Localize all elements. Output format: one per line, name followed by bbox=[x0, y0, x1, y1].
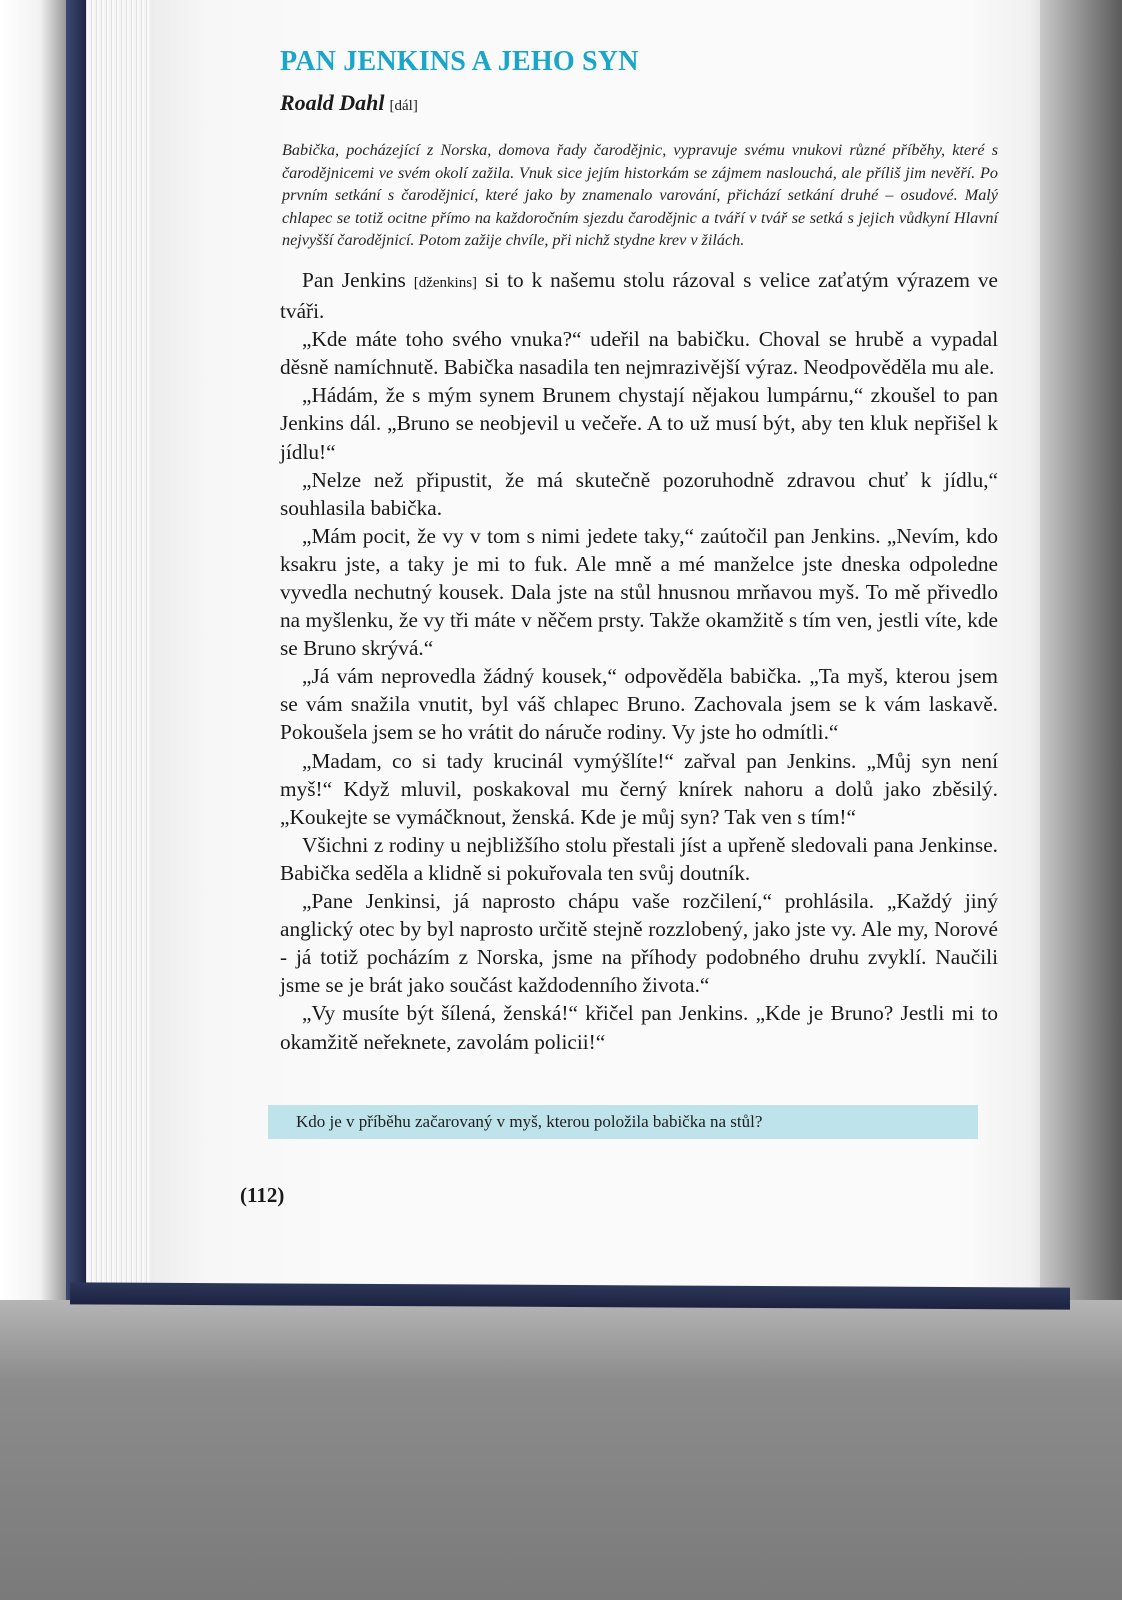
story-paragraph: Všichni z rodiny u nejbližšího stolu přestali jíst a upřeně sledovali pana Jenkinse. Babička seděla a klidně si pokuřovala ten svůj doutník. bbox=[280, 832, 998, 885]
story-paragraph: „Pane Jenkinsi, já naprosto chápu vaše rozčilení,“ prohlásila. „Každý jiný anglický otec by byl naprosto určitě stejně rozzlobený, jako jste vy. Ale my, Norové - já totiž pocházím z Norska, jsme na příhody podobného druhu zvyklí. Naučili jsme se je brát jako součást každodenního života.“ bbox=[280, 889, 998, 998]
story-body bbox=[280, 266, 998, 1056]
author-pronunciation: [dál] bbox=[389, 98, 418, 114]
page-title: PAN JENKINS A JEHO SYN bbox=[280, 46, 639, 77]
story-paragraph: „Kde máte toho svého vnuka?“ udeřil na babičku. Choval se hrubě a vypadal děsně namíchnutě. Babička nasadila ten nejmrazivější výraz. Neodpověděla mu ale. bbox=[280, 327, 998, 380]
story-paragraph bbox=[280, 266, 998, 325]
page-content bbox=[280, 40, 998, 1056]
story-paragraph: „Madam, co si tady krucinál vymýšlíte!“ zařval pan Jenkins. „Můj syn není myš!“ Když mluvil, poskakoval mu černý knírek nahoru a dolů jako zběsilý. „Koukejte se vymáčknout, ženská. Kde je můj syn? Tak ven s tím!“ bbox=[280, 748, 998, 829]
name-pronunciation: [dženkins] bbox=[413, 274, 478, 291]
bottom-shadow bbox=[0, 1300, 1122, 1600]
story-paragraph: „Vy musíte být šílená, ženská!“ křičel pan Jenkins. „Kde je Bruno? Jestli mi to okamžitě neřeknete, zavolám policii!“ bbox=[280, 1001, 998, 1054]
question-box: Kdo je v příběhu začarovaný v myš, kterou položila babička na stůl? bbox=[268, 1105, 978, 1139]
first-paragraph-start: Pan Jenkins bbox=[302, 267, 414, 292]
page-number: (112) bbox=[240, 1183, 285, 1207]
story-paragraph: „Hádám, že s mým synem Brunem chystají nějakou lumpárnu,“ zkoušel to pan Jenkins dál. „Bruno se neobjevil u večeře. A to už musí být, aby ten kluk nepřišel k jídlu!“ bbox=[280, 383, 998, 464]
book-cover-edge bbox=[66, 0, 86, 1300]
story-paragraph: „Mám pocit, že vy v tom s nimi jedete taky,“ zaútočil pan Jenkins. „Nevím, kdo ksakru jste, a taky je mi to fuk. Ale mně a mé manželce jste dneska odpoledne vyvedla nechutný kousek. Dala jste na stůl hnusnou mrňavou myš. To mě přivedlo na myšlenku, že vy tři máte v něčem prsty. Takže okamžitě s tím ven, jestli víte, kde se Bruno skrývá.“ bbox=[280, 523, 998, 661]
intro-paragraph: Babička, pocházející z Norska, domova řady čarodějnic, vypravuje svému vnukovi různé příběhy, které s čarodějnicemi ve svém okolí zažila. Vnuk sice jejím historkám se zájmem naslouchá, ale příliš jim nevěří. Po prvním setkání s čarodějnicí, které jako by znamenalo varování, přichází setkání druhé – osudové. Malý chlapec se totiž ocitne přímo na každoročním sjezdu čarodějnic a tváří v tvář se setká s jejich vůdkyní Hlavní nejvyšší čarodějnicí. Potom zažije chvíle, při nichž stydne krev v žilách. bbox=[282, 141, 998, 250]
first-paragraph-rest: si to k našemu stolu rázoval s velice zaťatým výrazem ve tváři. bbox=[280, 267, 998, 324]
author-line bbox=[280, 88, 998, 121]
author-name: Roald Dahl bbox=[280, 90, 385, 115]
story-paragraph: „Já vám neprovedla žádný kousek,“ odpověděla babička. „Ta myš, kterou jsem se vám snažila vnutit, byl váš chlapec Bruno. Zachovala jsem se k vám laskavě. Pokoušela jsem se ho vrátit do náruče rodiny. Vy jste ho odmítli.“ bbox=[280, 664, 998, 745]
story-paragraph: „Nelze než připustit, že má skutečně pozoruhodně zdravou chuť k jídlu,“ souhlasila babička. bbox=[280, 467, 998, 520]
